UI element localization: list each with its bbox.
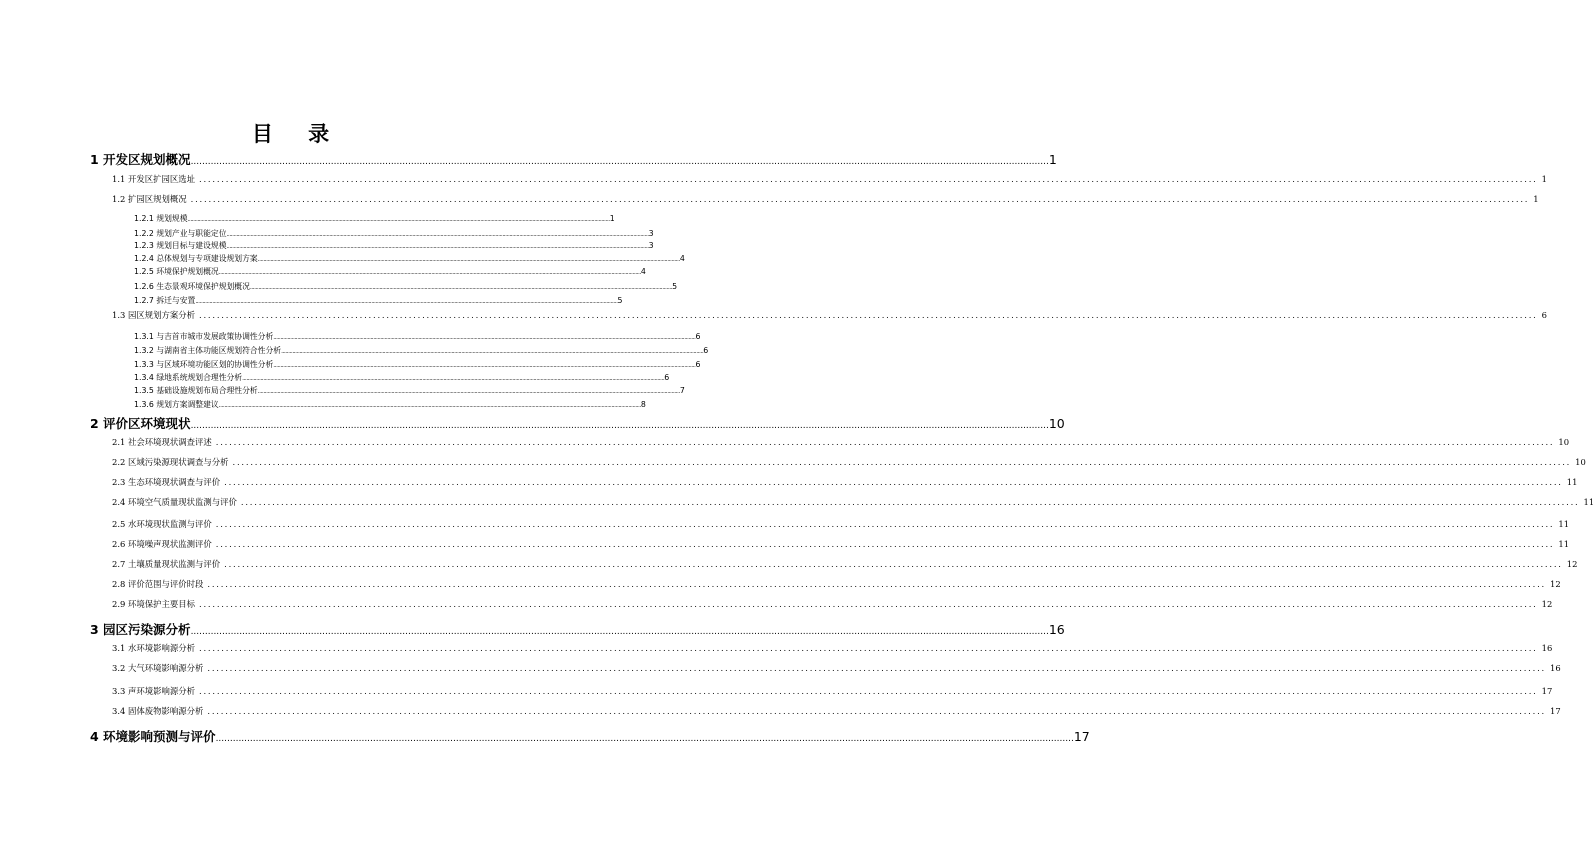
toc-entry-level-3[interactable]	[134, 399, 646, 410]
dot-leader: ............................................................................................................................................................................................................................................................................................................	[190, 157, 1049, 167]
dot-leader: ............................................................................................................................................................................................................................................................................................................	[215, 437, 1555, 447]
dot-leader: ............................................................................................................................................................................................................................................................................................................	[240, 497, 1580, 507]
dot-leader: ............................................................................................................................................................................................................................................................................................................	[198, 310, 1538, 320]
toc-entry-level-2[interactable]	[112, 642, 1553, 654]
dot-leader: ............................................................................................................................................................................................................................................................................................................	[198, 599, 1538, 609]
toc-entry-title: 1.2.5 环境保护规划概况	[134, 267, 219, 276]
dot-leader: ............................................................................................................................................................................................................................................................................................................	[195, 298, 618, 305]
toc-page-number: 1	[1048, 152, 1057, 167]
toc-page-number: 6	[703, 346, 709, 355]
toc-entry-title: 2 评价区环境现状	[90, 416, 191, 431]
toc-entry-title: 2.9 环境保护主要目标	[112, 599, 195, 609]
toc-entry-level-2[interactable]	[112, 538, 1570, 550]
toc-entry-level-3[interactable]	[134, 385, 685, 396]
toc-page-number: 6	[695, 360, 701, 369]
toc-entry-title: 3 园区污染源分析	[90, 622, 191, 637]
dot-leader: ............................................................................................................................................................................................................................................................................................................	[242, 375, 665, 382]
toc-page-number: 8	[640, 400, 646, 409]
toc-page-number: 6	[1541, 310, 1547, 320]
toc-page-number: 17	[1541, 686, 1553, 696]
toc-page-number: 6	[664, 373, 670, 382]
toc-entry-level-2[interactable]	[112, 173, 1547, 185]
toc-page-number: 1	[1541, 174, 1547, 184]
toc-page-number: 11	[1583, 497, 1594, 507]
dot-leader: ............................................................................................................................................................................................................................................................................................................	[273, 334, 696, 341]
toc-page-number: 11	[1566, 477, 1578, 487]
toc-entry-level-2[interactable]	[112, 456, 1586, 468]
toc-entry-title: 2.8 评价范围与评价时段	[112, 579, 204, 589]
toc-page-number: 11	[1558, 519, 1570, 529]
toc-entry-level-2[interactable]	[112, 705, 1561, 717]
dot-leader: ............................................................................................................................................................................................................................................................................................................	[207, 706, 1547, 716]
dot-leader: ............................................................................................................................................................................................................................................................................................................	[190, 421, 1049, 431]
toc-entry-title: 1.3.1 与吉首市城市发展政策协调性分析	[134, 332, 274, 341]
toc-entry-level-3[interactable]	[134, 240, 654, 251]
toc-entry-level-3[interactable]	[134, 253, 685, 264]
toc-page-number: 4	[640, 267, 646, 276]
toc-entry-level-3[interactable]	[134, 213, 615, 224]
dot-leader: ............................................................................................................................................................................................................................................................................................................	[198, 643, 1538, 653]
toc-page-number: 5	[617, 296, 623, 305]
toc-page-number: 12	[1550, 579, 1561, 589]
toc-entry-level-1[interactable]	[90, 414, 1065, 432]
toc-page-number: 7	[679, 386, 685, 395]
dot-leader: ............................................................................................................................................................................................................................................................................................................	[207, 663, 1547, 673]
toc-entry-title: 3.2 大气环境影响源分析	[112, 663, 204, 673]
toc-entry-title: 2.2 区域污染源现状调查与分析	[112, 457, 229, 467]
toc-page-number: 17	[1550, 706, 1561, 716]
toc-entry-title: 2.3 生态环境现状调查与评价	[112, 477, 221, 487]
dot-leader: ............................................................................................................................................................................................................................................................................................................	[207, 579, 1547, 589]
toc-entry-level-2[interactable]	[112, 309, 1547, 321]
toc-entry-level-1[interactable]	[90, 727, 1090, 745]
toc-entry-title: 1.2.2 规划产业与职能定位	[134, 229, 227, 238]
toc-entry-title: 1.3.6 规划方案调整建议	[134, 400, 219, 409]
toc-entry-level-1[interactable]	[90, 620, 1065, 638]
toc-entry-title: 1 开发区规划概况	[90, 152, 191, 167]
toc-entry-level-3[interactable]	[134, 345, 709, 356]
toc-entry-title: 4 环境影响预测与评价	[90, 729, 216, 744]
toc-entry-level-3[interactable]	[134, 295, 623, 306]
toc-page-number: 16	[1541, 643, 1553, 653]
dot-leader: ............................................................................................................................................................................................................................................................................................................	[224, 477, 1563, 487]
toc-page-number: 11	[1558, 539, 1570, 549]
dot-leader: ............................................................................................................................................................................................................................................................................................................	[198, 686, 1538, 696]
toc-entry-level-2[interactable]	[112, 558, 1578, 570]
toc-entry-level-3[interactable]	[134, 228, 654, 239]
toc-page-number: 16	[1550, 663, 1561, 673]
toc-entry-level-2[interactable]	[112, 476, 1578, 488]
dot-leader: ............................................................................................................................................................................................................................................................................................................	[190, 627, 1049, 637]
toc-entry-level-3[interactable]	[134, 359, 701, 370]
page-title: 目 录	[251, 122, 344, 146]
toc-entry-title: 1.2.6 生态景观环境保护规划概况	[134, 282, 250, 291]
toc-page-number: 10	[1575, 457, 1586, 467]
dot-leader: ............................................................................................................................................................................................................................................................................................................	[257, 388, 680, 395]
toc-entry-title: 1.3.4 绿地系统规划合理性分析	[134, 373, 243, 382]
dot-leader: ............................................................................................................................................................................................................................................................................................................	[281, 348, 704, 355]
toc-page-number: 17	[1073, 729, 1090, 744]
toc-entry-title: 1.2.3 规划目标与建设规模	[134, 241, 227, 250]
dot-leader: ............................................................................................................................................................................................................................................................................................................	[218, 269, 641, 276]
dot-leader: ............................................................................................................................................................................................................................................................................................................	[224, 559, 1563, 569]
toc-entry-title: 2.6 环境噪声现状监测评价	[112, 539, 212, 549]
toc-entry-title: 1.3 园区规划方案分析	[112, 310, 195, 320]
toc-entry-level-2[interactable]	[112, 662, 1561, 674]
toc-page-number: 16	[1048, 622, 1065, 637]
toc-page-number: 12	[1566, 559, 1578, 569]
toc-entry-level-2[interactable]	[112, 578, 1561, 590]
toc-entry-level-1[interactable]	[90, 150, 1057, 168]
toc-entry-title: 2.7 土壤质量现状监测与评价	[112, 559, 221, 569]
dot-leader: ............................................................................................................................................................................................................................................................................................................	[232, 457, 1572, 467]
dot-leader: ............................................................................................................................................................................................................................................................................................................	[273, 362, 696, 369]
toc-page-number: 3	[648, 241, 654, 250]
toc-entry-title: 1.3.2 与湖南省主体功能区规划符合性分析	[134, 346, 282, 355]
toc-entry-level-2[interactable]	[112, 518, 1570, 530]
toc-entry-level-2[interactable]	[112, 685, 1553, 697]
toc-entry-level-2[interactable]	[112, 496, 1594, 508]
toc-entry-level-2[interactable]	[112, 193, 1539, 205]
toc-page-number: 4	[679, 254, 685, 263]
dot-leader: ............................................................................................................................................................................................................................................................................................................	[226, 243, 649, 250]
toc-page-number: 1	[609, 214, 615, 223]
toc-page-number: 3	[648, 229, 654, 238]
dot-leader: ............................................................................................................................................................................................................................................................................................................	[187, 216, 610, 223]
toc-page-number: 6	[695, 332, 701, 341]
toc-entry-level-3[interactable]	[134, 331, 701, 342]
toc-entry-title: 1.1 开发区扩园区选址	[112, 174, 195, 184]
toc-entry-title: 2.5 水环境现状监测与评价	[112, 519, 212, 529]
toc-entry-title: 1.3.3 与区域环境功能区划的协调性分析	[134, 360, 274, 369]
toc-entry-level-3[interactable]	[134, 266, 646, 277]
toc-entry-title: 2.1 社会环境现状调查评述	[112, 437, 212, 447]
toc-entry-title: 1.2.4 总体规划与专项建设规划方案	[134, 254, 258, 263]
toc-entry-title: 1.2 扩园区规划概况	[112, 194, 187, 204]
toc-entry-title: 3.1 水环境影响源分析	[112, 643, 195, 653]
dot-leader: ............................................................................................................................................................................................................................................................................................................	[198, 174, 1538, 184]
toc-entry-title: 1.2.1 规划规模	[134, 214, 188, 223]
dot-leader: ............................................................................................................................................................................................................................................................................................................	[257, 256, 680, 263]
dot-leader: ............................................................................................................................................................................................................................................................................................................	[218, 402, 641, 409]
toc-page-number: 10	[1048, 416, 1065, 431]
toc-page-number: 1	[1533, 194, 1539, 204]
dot-leader: ............................................................................................................................................................................................................................................................................................................	[226, 231, 649, 238]
toc-page-number: 12	[1541, 599, 1553, 609]
toc-entry-title: 3.4 固体废物影响源分析	[112, 706, 204, 716]
toc-entry-title: 3.3 声环境影响源分析	[112, 686, 195, 696]
toc-entry-title: 1.3.5 基础设施规划布局合理性分析	[134, 386, 258, 395]
dot-leader: ............................................................................................................................................................................................................................................................................................................	[215, 519, 1555, 529]
toc-page-number: 5	[672, 282, 678, 291]
toc-entry-level-2[interactable]	[112, 598, 1553, 610]
dot-leader: ............................................................................................................................................................................................................................................................................................................	[215, 734, 1074, 744]
toc-entry-level-3[interactable]	[134, 372, 670, 383]
dot-leader: ............................................................................................................................................................................................................................................................................................................	[190, 194, 1530, 204]
dot-leader: ............................................................................................................................................................................................................................................................................................................	[249, 284, 673, 291]
toc-page-number: 10	[1558, 437, 1570, 447]
dot-leader: ............................................................................................................................................................................................................................................................................................................	[215, 539, 1555, 549]
toc-entry-level-3[interactable]	[134, 281, 678, 292]
toc-entry-title: 1.2.7 拆迁与安置	[134, 296, 196, 305]
toc-entry-level-2[interactable]	[112, 436, 1570, 448]
toc-entry-title: 2.4 环境空气质量现状监测与评价	[112, 497, 237, 507]
